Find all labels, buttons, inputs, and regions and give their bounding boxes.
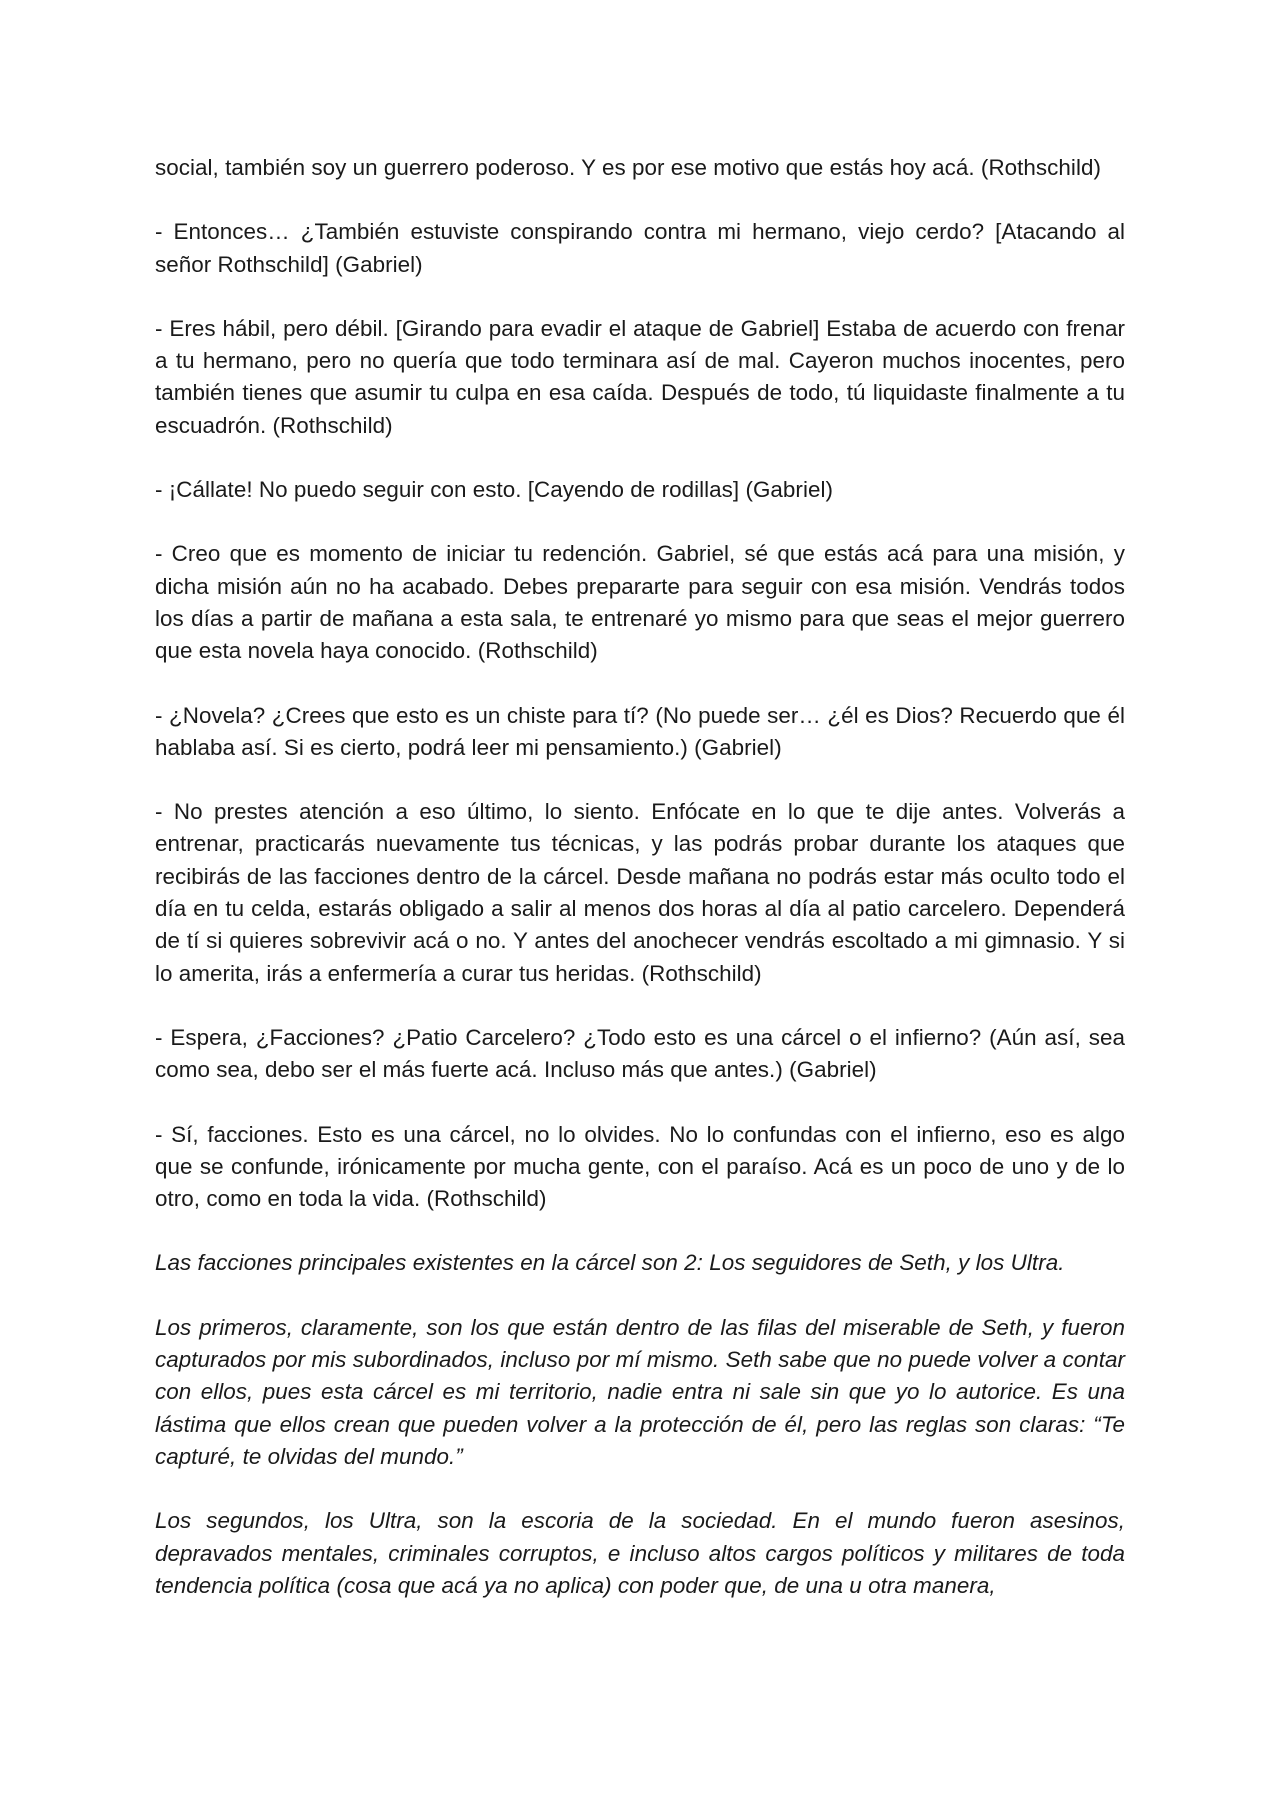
paragraph: social, también soy un guerrero poderoso. Y es por ese motivo que estás hoy acá. (Rothschild) [155,155,1101,180]
paragraph: - No prestes atención a eso último, lo siento. Enfócate en lo que te dije antes. Volverás a entrenar, practicarás nuevamente tus técnicas, y las podrás probar durante los ataques que recibirás de las facciones dentro de la cárcel. Desde mañana no podrás estar más oculto todo el día en tu celda, estarás obligado a salir al menos dos horas al día al patio carcelero. Dependerá de tí si quieres sobrevivir acá o no. Y antes del anochecer vendrás escoltado a mi gimnasio. Y si lo amerita, irás a enfermería a curar tus heridas. (Rothschild) [155,799,1125,986]
narration-paragraph: Las facciones principales existentes en la cárcel son 2: Los seguidores de Seth, y los Ultra. [155,1250,1065,1276]
paragraph: - Sí, facciones. Esto es una cárcel, no lo olvides. No lo confundas con el infierno, eso es algo que se confunde, irónicamente por mucha gente, con el paraíso. Acá es un poco de uno y de lo otro, como en toda la vida. (Rothschild) [155,1121,1125,1212]
narration-paragraph: Los primeros, claramente, son los que están dentro de las filas del miserable de Seth, y fueron capturados por mis subordinados, incluso por mí mismo. Seth sabe que no puede volver a contar con ellos, pues esta cárcel es mi territorio, nadie entra ni sale sin que yo lo autorice. Es una lástima que ellos crean que pueden volver a la protección de él, pero las reglas son claras: “Te capturé, te olvidas del mundo.” [155,1314,1125,1469]
document-page [155,152,1125,1634]
paragraph: - ¡Cállate! No puedo seguir con esto. [Cayendo de rodillas] (Gabriel) [155,477,833,503]
paragraph: - Espera, ¿Facciones? ¿Patio Carcelero? ¿Todo esto es una cárcel o el infierno? (Aún así, sea como sea, debo ser el más fuerte acá. Incluso más que antes.) (Gabriel) [155,1024,1125,1083]
paragraph: - ¿Novela? ¿Crees que esto es un chiste para tí? (No puede ser… ¿él es Dios? Recuerdo que él hablaba así. Si es cierto, podrá leer mi pensamiento.) (Gabriel) [155,702,1125,760]
paragraph: - Eres hábil, pero débil. [Girando para evadir el ataque de Gabriel] Estaba de acuerdo con frenar a tu hermano, pero no quería que todo terminara así de mal. Cayeron muchos inocentes, pero también tienes que asumir tu culpa en esa caída. Después de todo, tú liquidaste finalmente a tu escuadrón. (Rothschild) [155,315,1125,438]
narration-paragraph: Los segundos, los Ultra, son la escoria de la sociedad. En el mundo fueron asesinos, depravados mentales, criminales corruptos, e incluso altos cargos políticos y militares de toda tendencia política (cosa que acá ya no aplica) con poder que, de una u otra manera, [155,1508,1125,1598]
paragraph: - Entonces… ¿También estuviste conspirando contra mi hermano, viejo cerdo? [Atacando al señor Rothschild] (Gabriel) [155,219,1125,277]
paragraph: - Creo que es momento de iniciar tu redención. Gabriel, sé que estás acá para una misión, y dicha misión aún no ha acabado. Debes prepararte para seguir con esa misión. Vendrás todos los días a partir de mañana a esta sala, te entrenaré yo mismo para que seas el mejor guerrero que esta novela haya conocido. (Rothschild) [155,541,1125,664]
